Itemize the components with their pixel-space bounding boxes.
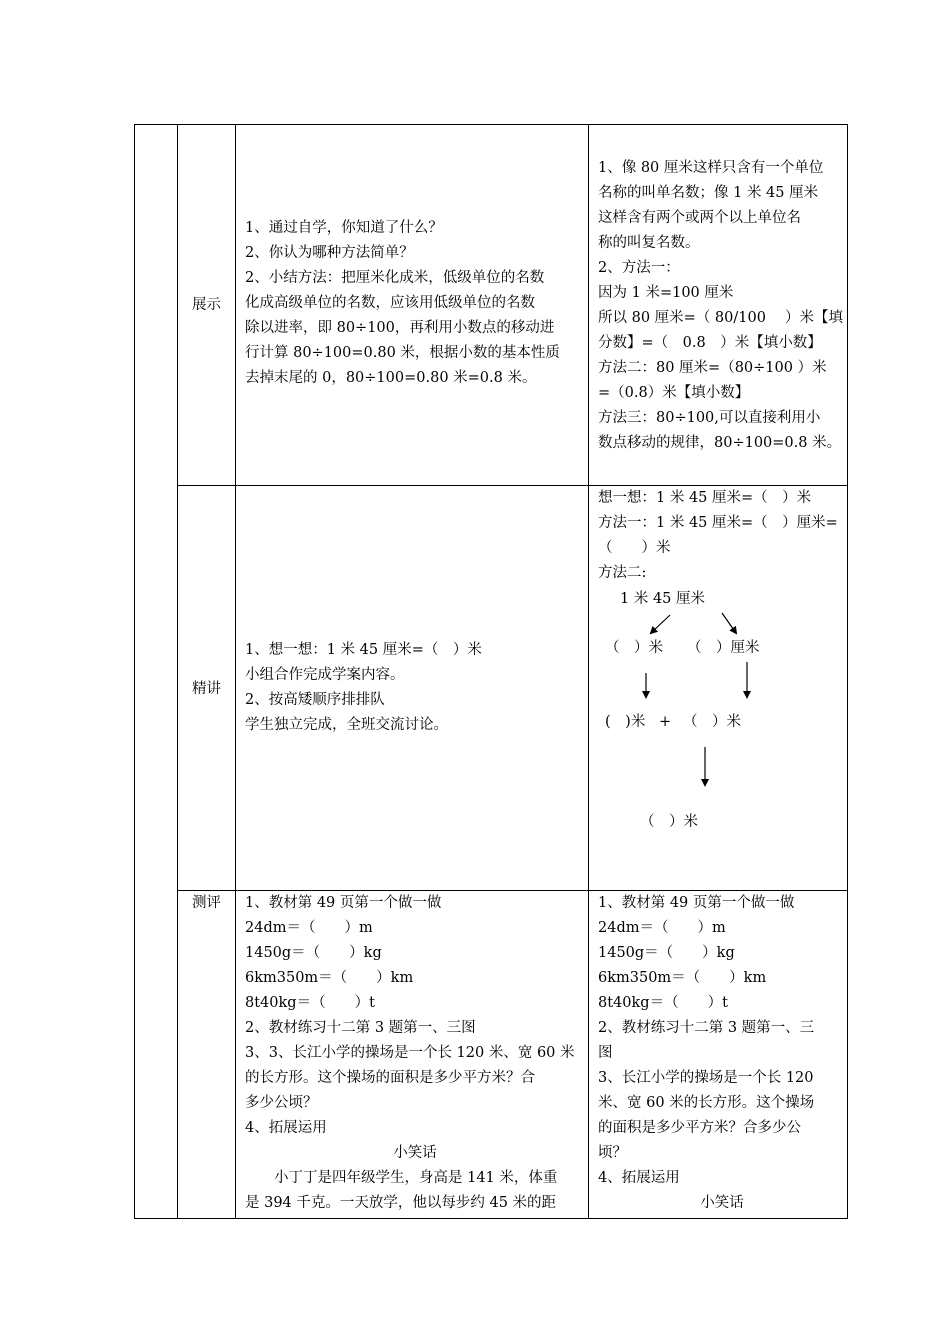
row-label-jingjiang: 精讲 <box>192 681 221 697</box>
text-line: 8t40kg＝（ ）t <box>598 995 728 1011</box>
text-line: 24dm＝（ ）m <box>598 920 726 936</box>
text-line: 2、小结方法：把厘米化成米，低级单位的名数 <box>245 270 545 286</box>
text-line: 2、教材练习十二第 3 题第一、三图 <box>245 1020 476 1036</box>
text-line: 1、像 80 厘米这样只含有一个单位 <box>598 160 824 176</box>
story-line: 是 394 千克。一天放学，他以每步约 45 米的距 <box>245 1195 557 1211</box>
text-line: 1、通过自学，你知道了什么？ <box>245 220 443 236</box>
text-line: 小组合作完成学案内容。 <box>245 667 405 683</box>
text-line: 2、教材练习十二第 3 题第一、三 <box>598 1020 815 1036</box>
text-line: 除以进率，即 80÷100，再利用小数点的移动进 <box>245 320 555 336</box>
text-line: 1、教材第 49 页第一个做一做 <box>598 895 795 911</box>
text-line: 行计算 80÷100=0.80 米，根据小数的基本性质 <box>245 345 560 361</box>
text-line: 米、宽 60 米的长方形。这个操场 <box>598 1095 815 1111</box>
text-line: 2、你认为哪种方法简单？ <box>245 245 414 261</box>
story-title: 小笑话 <box>393 1145 437 1161</box>
text-line: 想一想：1 米 45 厘米=（ ）米 <box>598 490 812 506</box>
text-line: 6km350m＝（ ）km <box>598 970 767 986</box>
text-line: 学生独立完成，全班交流讨论。 <box>245 717 448 733</box>
text-line: 因为 1 米=100 厘米 <box>598 285 734 301</box>
text-line: 方法三：80÷100,可以直接利用小 <box>598 410 821 426</box>
ceping-student-text <box>598 891 846 1216</box>
story-line: 小丁丁是四年级学生，身高是 141 米，体重 <box>274 1170 558 1186</box>
lesson-table <box>134 124 848 1219</box>
text-line: 名称的叫单名数；像 1 米 45 厘米 <box>598 185 819 201</box>
text-line: 分数】=（ 0.8 ）米【填小数】 <box>598 335 822 351</box>
text-line: 去掉末尾的 0，80÷100=0.80 米=0.8 米。 <box>245 370 537 386</box>
text-line: 所以 80 厘米=（ 80/100 ）米【填 <box>598 310 844 326</box>
text-line: 多少公顷？ <box>245 1095 318 1111</box>
arrow-down-left <box>651 615 670 633</box>
text-line: 这样含有两个或两个以上单位名 <box>598 210 801 226</box>
text-line: 的面积是多少平方米？合多少公 <box>598 1120 801 1136</box>
text-line: 1450g＝（ ）kg <box>245 945 382 961</box>
text-line: 方法一：1 米 45 厘米=（ ）厘米= <box>598 515 838 531</box>
ceping-teacher-text <box>245 891 585 1216</box>
row-label-zhanshi: 展示 <box>192 297 221 313</box>
text-line: 8t40kg＝（ ）t <box>245 995 375 1011</box>
text-line: 的长方形。这个操场的面积是多少平方米？合 <box>245 1070 535 1086</box>
diagram-centimeter-box: （ ）厘米 <box>687 640 760 656</box>
text-line: 1、教材第 49 页第一个做一做 <box>245 895 442 911</box>
text-line: 图 <box>598 1045 613 1061</box>
text-line: 数点移动的规律，80÷100=0.8 米。 <box>598 435 842 451</box>
text-line: 4、拓展运用 <box>598 1170 680 1186</box>
text-line: 方法二：80 厘米=（80÷100 ）米 <box>598 360 827 376</box>
text-line: 顷？ <box>598 1145 627 1161</box>
text-line: 方法二: <box>598 565 647 581</box>
text-line: 1450g＝（ ）kg <box>598 945 735 961</box>
text-line: =（0.8）米【填小数】 <box>598 385 750 401</box>
diagram-meter-box: （ ）米 <box>605 640 663 656</box>
text-line: 4、拓展运用 <box>245 1120 327 1136</box>
text-line: 6km350m＝（ ）km <box>245 970 414 986</box>
text-line: 化成高级单位的名数，应该用低级单位的名数 <box>245 295 535 311</box>
text-line: 1、想一想：1 米 45 厘米=（ ）米 <box>245 642 482 658</box>
story-title: 小笑话 <box>700 1195 744 1211</box>
diagram-top-label: 1 米 45 厘米 <box>620 591 706 607</box>
text-line: （ ）米 <box>598 540 671 556</box>
text-line: 24dm＝（ ）m <box>245 920 373 936</box>
diagram-result: （ ）米 <box>640 814 698 830</box>
text-line: 称的叫复名数。 <box>598 235 700 251</box>
diagram-sum-left: ( )米 <box>605 714 646 730</box>
text-line: 3、长江小学的操场是一个长 120 <box>598 1070 814 1086</box>
text-line: 2、方法一： <box>598 260 680 276</box>
diagram-plus-sign: + <box>659 714 672 730</box>
text-line: 3、3、长江小学的操场是一个长 120 米、宽 60 米 <box>245 1045 575 1061</box>
row-label-ceping: 测评 <box>192 895 221 911</box>
text-line: 2、按高矮顺序排排队 <box>245 692 385 708</box>
diagram-sum-right: （ ）米 <box>683 714 741 730</box>
arrow-down-right <box>722 613 736 633</box>
